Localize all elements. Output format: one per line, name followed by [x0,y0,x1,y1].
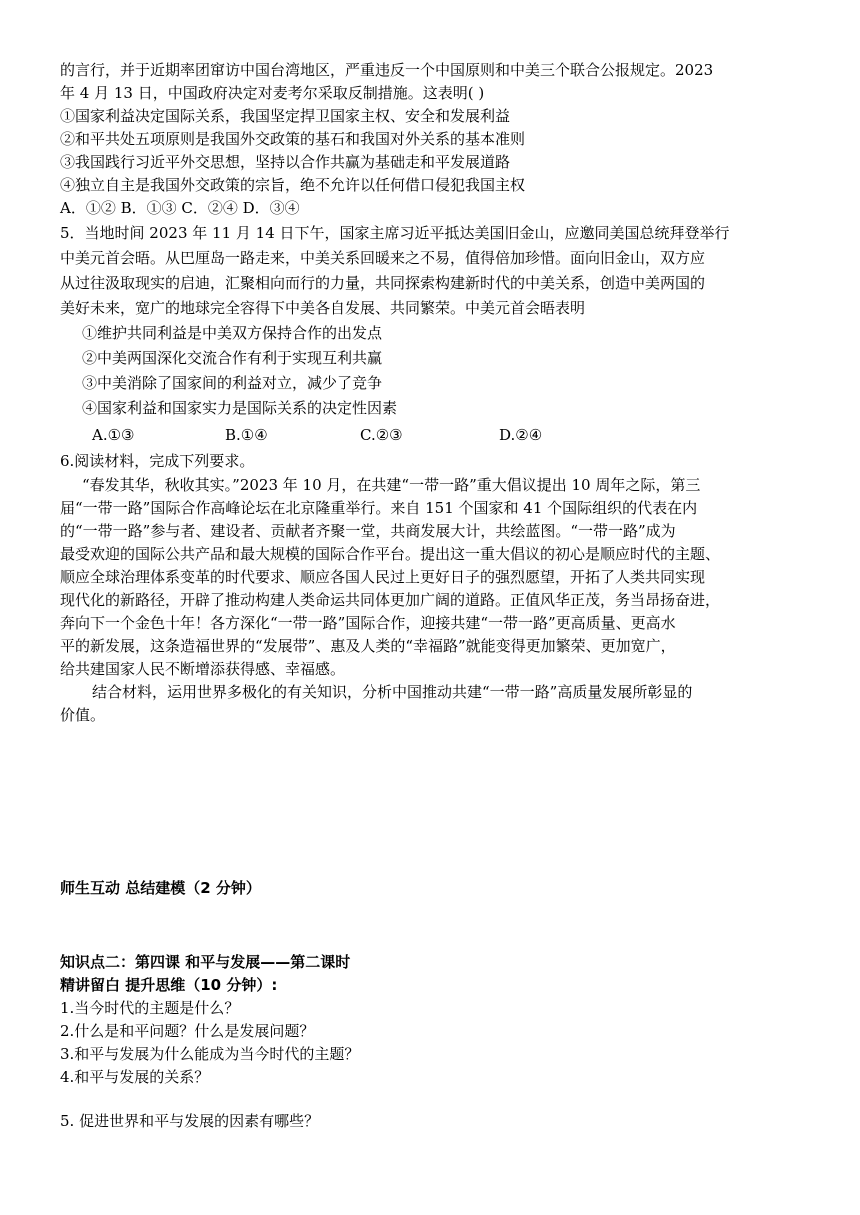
q6-material-line: “春发其华，秋收其实。”2023 年 10 月，在共建“一带一路”重大倡议提出 10 周年之际，第三 [82,476,701,494]
q5-text-line: 中美元首会晤。从巴厘岛一路走来，中美关系回暖来之不易，值得倍加珍惜。面向旧金山，双方应 [60,249,706,267]
q6-material-line: 奔向下一个金色十年！各方深化“一带一路”国际合作，迎接共建“一带一路”更高质量、更高水 [60,614,676,632]
q5-option-b: B.①④ [225,426,268,444]
q6-material-line: 给共建国家人民不断增添获得感、幸福感。 [60,660,346,678]
q4-text-line: 的言行，并于近期率团窜访中国台湾地区，严重违反一个中国原则和中美三个联合公报规定。2023 [60,61,714,79]
q5-option-c: C.②③ [360,426,403,444]
q5-options [92,424,542,446]
q4-item-1: ①国家利益决定国际关系，我国坚定捍卫国家主权、安全和发展利益 [60,107,511,125]
q4-item-4: ④独立自主是我国外交政策的宗旨，绝不允许以任何借口侵犯我国主权 [60,176,526,194]
kp2-question-3: 3.和平与发展为什么能成为当今时代的主题？ [60,1045,360,1063]
q6-title: 6.阅读材料，完成下列要求。 [60,452,255,470]
q5-text-line: 5．当地时间 2023 年 11 月 14 日下午，国家主席习近平抵达美国旧金山，应邀同美国总统拜登举行 [60,224,730,242]
q6-task-line: 结合材料，运用世界多极化的有关知识，分析中国推动共建“一带一路”高质量发展所彰显的 [92,683,693,701]
q6-material-line: 届“一带一路”国际合作高峰论坛在北京隆重举行。来自 151 个国家和 41 个国际组织的代表在内 [60,499,698,517]
kp2-question-4: 4.和平与发展的关系？ [60,1068,210,1086]
q4-options: A．①② B．①③ C．②④ D．③④ [60,199,300,217]
knowledge-point-subheading: 精讲留白 提升思维（10 分钟）: [60,976,278,994]
q4-item-2: ②和平共处五项原则是我国外交政策的基石和我国对外关系的基本准则 [60,130,526,148]
q6-material-line: 平的新发展，这条造福世界的“发展带”、惠及人类的“幸福路”就能变得更加繁荣、更加宽广， [60,637,676,655]
kp2-question-2: 2.什么是和平问题？什么是发展问题？ [60,1022,315,1040]
q5-option-a: A.①③ [92,426,135,444]
q6-material-line: 最受欢迎的国际公共产品和最大规模的国际合作平台。提出这一重大倡议的初心是顺应时代的主题、 [60,545,721,563]
q5-item-2: ②中美两国深化交流合作有利于实现互利共赢 [82,349,383,367]
q5-option-d: D.②④ [499,426,543,444]
q6-material-line: 的“一带一路”参与者、建设者、贡献者齐聚一堂，共商发展大计，共绘蓝图。“一带一路”成为 [60,522,676,540]
q5-item-3: ③中美消除了国家间的利益对立，减少了竞争 [82,374,383,392]
q5-text-line: 美好未来，宽广的地球完全容得下中美各自发展、共同繁荣。中美元首会晤表明 [60,299,586,317]
q6-task-line: 价值。 [60,706,106,724]
q5-item-4: ④国家利益和国家实力是国际关系的决定性因素 [82,399,398,417]
knowledge-point-heading: 知识点二：第四课 和平与发展——第二课时 [60,953,351,971]
q6-material-line: 现代化的新路径，开辟了推动构建人类命运共同体更加广阔的道路。正值风华正茂，务当昂扬奋进， [60,591,721,609]
q5-item-1: ①维护共同利益是中美双方保持合作的出发点 [82,324,383,342]
q4-text-line: 年 4 月 13 日，中国政府决定对麦考尔采取反制措施。这表明( ) [60,84,485,102]
summary-heading: 师生互动 总结建模（2 分钟） [60,879,261,897]
kp2-question-1: 1.当今时代的主题是什么？ [60,999,240,1017]
q6-material-line: 顺应全球治理体系变革的时代要求、顺应各国人民过上更好日子的强烈愿望，开拓了人类共同实现 [60,568,706,586]
q4-item-3: ③我国践行习近平外交思想，坚持以合作共赢为基础走和平发展道路 [60,153,511,171]
q5-text-line: 从过往汲取现实的启迪，汇聚相向而行的力量，共同探索构建新时代的中美关系，创造中美两国的 [60,274,706,292]
kp2-question-5: 5. 促进世界和平与发展的因素有哪些？ [60,1112,320,1130]
